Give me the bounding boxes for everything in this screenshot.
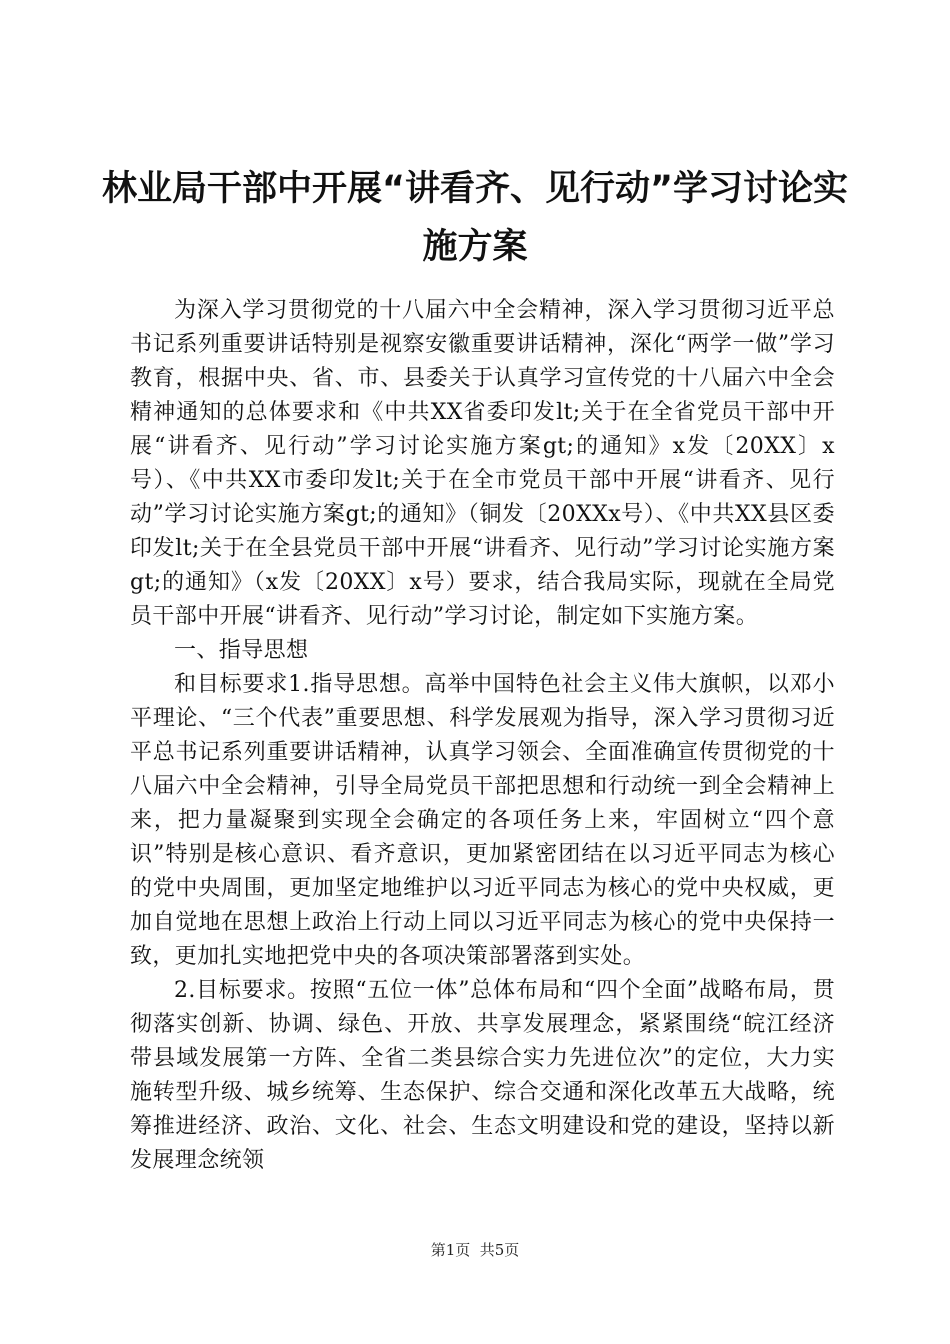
page-number-label: 第1页 共5页 — [430, 1241, 520, 1259]
paragraph-goals: 2.目标要求。按照“五位一体”总体布局和“四个全面”战略布局，贯彻落实创新、协调、绿色、开放、共享发展理念，紧紧围绕“皖江经济带县域发展第一方阵、全省二类县综合实力先进位次”的定位，大力实施转型升级、城乡统筹、生态保护、综合交通和深化改革五大战略，统筹推进经济、政治、文化、社会、生态文明建设和党的建设，坚持以新发展理念统领 — [130, 978, 835, 1173]
paragraph-guiding-thought: 和目标要求1.指导思想。高举中国特色社会主义伟大旗帜，以邓小平理论、“三个代表”重要思想、科学发展观为指导，深入学习贯彻习近平总书记系列重要讲话精神，认真学习领会、全面准确宣传贯彻党的十八届六中全会精神，引导全局党员干部把思想和行动统一到全会精神上来，把力量凝聚到实现全会确定的各项任务上来，牢固树立“四个意识”特别是核心意识、看齐意识，更加紧密团结在以习近平同志为核心的党中央周围，更加坚定地维护以习近平同志为核心的党中央权威，更加自觉地在思想上政治上行动上同以习近平同志为核心的党中央保持一致，更加扎实地把党中央的各项决策部署落到实处。 — [130, 672, 835, 969]
section-heading-guiding-thought: 一、指导思想 — [174, 638, 309, 663]
paragraph-intro: 为深入学习贯彻党的十八届六中全会精神，深入学习贯彻习近平总书记系列重要讲话特别是视察安徽重要讲话精神，深化“两学一做”学习教育，根据中央、省、市、县委关于认真学习宣传党的十八届六中全会精神通知的总体要求和《中共XX省委印发lt;关于在全省党员干部中开展“讲看齐、见行动”学习讨论实施方案gt;的通知》x发〔20XX〕x号）、《中共XX市委印发lt;关于在全市党员干部中开展“讲看齐、见行动”学习讨论实施方案gt;的通知》（铜发〔20XXx号）、《中共XX县区委印发lt;关于在全县党员干部中开展“讲看齐、见行动”学习讨论实施方案gt;的通知》（x发〔20XX〕x号）要求，结合我局实际，现就在全局党员干部中开展“讲看齐、见行动”学习讨论，制定如下实施方案。 — [130, 298, 835, 629]
page-footer — [0, 1240, 950, 1260]
document-body — [130, 294, 835, 1178]
document-title: 林业局干部中开展“讲看齐、见行动”学习讨论实施方案 — [101, 169, 848, 267]
